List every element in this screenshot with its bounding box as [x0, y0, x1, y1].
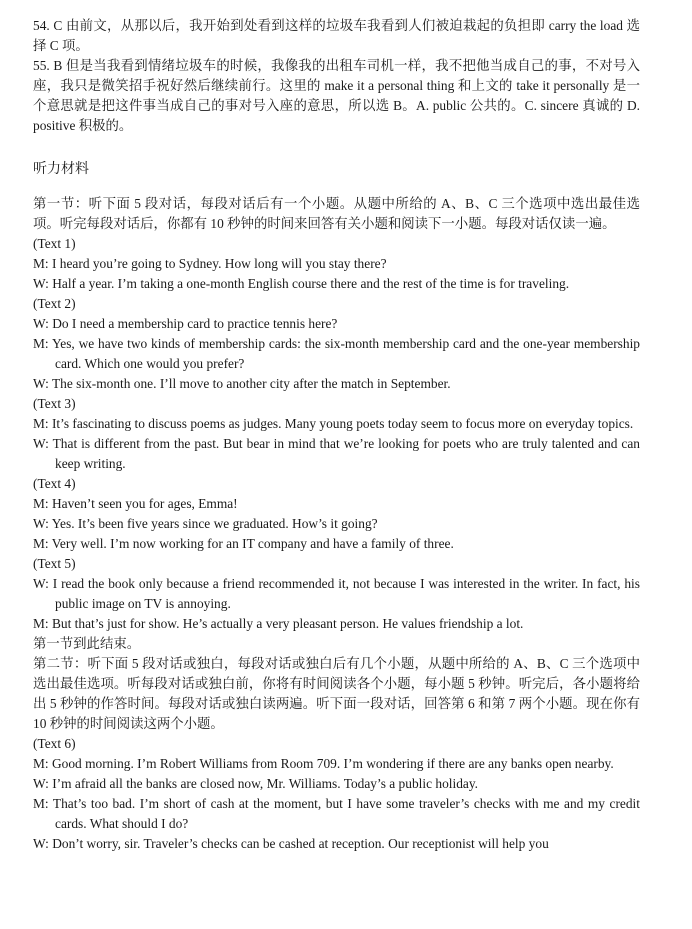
dialogue-line: W: That is different from the past. But bear in mind that we’re looking for poets who are truly talented and can keep writing. — [33, 436, 640, 471]
text-label: (Text 4) — [33, 476, 76, 491]
listening-part-1 — [33, 194, 640, 654]
answer-54: 54. C 由前文，从那以后，我开始到处看到这样的垃圾车我看到人们被迫栽起的负担即 carry the load 选择 C 项。 — [33, 18, 640, 53]
dialogue-line: W: I read the book only because a friend recommended it, not because I was interested in the writer. In fact, his public image on TV is annoying. — [33, 576, 640, 611]
dialogue-line: W: Half a year. I’m taking a one-month English course there and the rest of the time is for traveling. — [33, 276, 570, 291]
dialogue-line: M: That’s too bad. I’m short of cash at the moment, but I have some traveler’s checks with me and my credit cards. What should I do? — [33, 796, 640, 831]
part1-instructions: 第一节：听下面 5 段对话，每段对话后有一个小题。从题中所给的 A、B、C 三个选项中选出最佳选项。听完每段对话后，你都有 10 秒钟的时间来回答有关小题和阅读下一小题。每段对话仅读一遍。 — [33, 196, 640, 231]
text-6 — [33, 734, 640, 854]
part2-instructions: 第二节：听下面 5 段对话或独白，每段对话或独白后有几个小题，从题中所给的 A、B、C 三个选项中选出最佳选项。听每段对话或独白前，你将有时间阅读各个小题，每小题 5 秒钟。听完后，各小题将给出 5 秒钟的作答时间。每段对话或独白读两遍。听下面一段对话，回答第 6 和第 7 两个小题。现在你有 10 秒钟的时间阅读这两个小题。 — [33, 656, 640, 731]
text-4 — [33, 474, 640, 554]
text-5 — [33, 554, 640, 634]
listening-part-2 — [33, 654, 640, 854]
text-label: (Text 3) — [33, 396, 76, 411]
dialogue-line: W: Yes. It’s been five years since we graduated. How’s it going? — [33, 516, 378, 531]
text-label: (Text 2) — [33, 296, 76, 311]
dialogue-line: M: Very well. I’m now working for an IT company and have a family of three. — [33, 536, 454, 551]
text-label: (Text 1) — [33, 236, 76, 251]
answer-55: 55. B 但是当我看到情绪垃圾车的时候，我像我的出租车司机一样，我不把他当成自己的事，不对号入座，我只是微笑招手祝好然后继续前行。这里的 make it a personal thing 和上文的 take it personally 是一个意思就是把这件事当成自己的事对号入座的意思，所以选 B。A. public 公共的。C. sincere 真诚的 D. positive 积极的。 — [33, 58, 640, 133]
part1-end: 第一节到此结束。 — [33, 636, 141, 651]
dialogue-line: M: But that’s just for show. He’s actually a very pleasant person. He values friendship a lot. — [33, 616, 524, 631]
text-label: (Text 6) — [33, 736, 76, 751]
text-2 — [33, 294, 640, 394]
dialogue-line: M: It’s fascinating to discuss poems as judges. Many young poets today seem to focus more on everyday topics. — [33, 416, 634, 431]
text-3 — [33, 394, 640, 474]
dialogue-line: W: Do I need a membership card to practice tennis here? — [33, 316, 338, 331]
dialogue-line: M: I heard you’re going to Sydney. How long will you stay there? — [33, 256, 387, 271]
section-title: 听力材料 — [33, 162, 89, 177]
dialogue-line: W: I’m afraid all the banks are closed now, Mr. Williams. Today’s a public holiday. — [33, 776, 479, 791]
dialogue-line: M: Good morning. I’m Robert Williams from Room 709. I’m wondering if there are any banks open nearby. — [33, 756, 614, 771]
dialogue-line: M: Yes, we have two kinds of membership cards: the six-month membership card and the one-year membership card. Which one would you prefer? — [33, 336, 640, 371]
text-label: (Text 5) — [33, 556, 76, 571]
answer-explanations — [33, 16, 640, 136]
text-1 — [33, 234, 640, 294]
dialogue-line: W: Don’t worry, sir. Traveler’s checks can be cashed at reception. Our receptionist will help you — [33, 836, 549, 851]
dialogue-line: M: Haven’t seen you for ages, Emma! — [33, 496, 238, 511]
dialogue-line: W: The six-month one. I’ll move to another city after the match in September. — [33, 376, 451, 391]
